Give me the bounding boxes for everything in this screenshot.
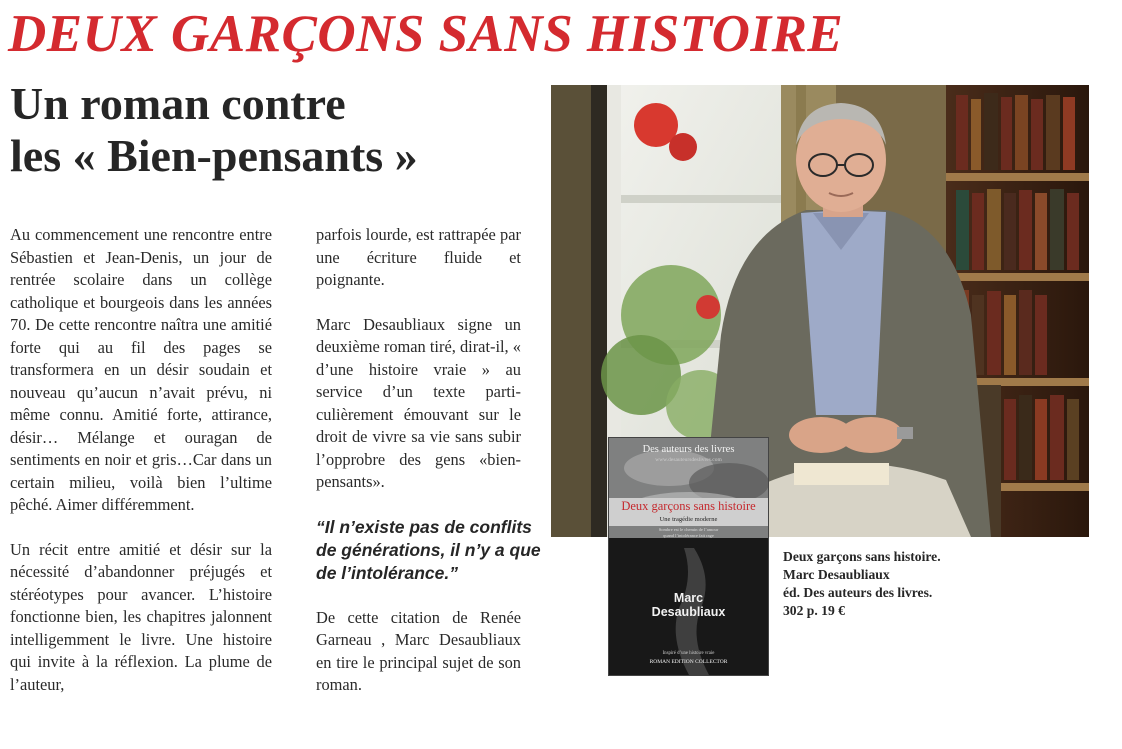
book-publisher: Des auteurs des livres — [642, 444, 735, 455]
caption-price: 302 p. 19 € — [783, 603, 845, 618]
book-blurb: Sombre est le chemin de l’amour — [658, 527, 719, 532]
book-cover-art — [609, 438, 768, 675]
paragraph: Marc Desaubliaux signe un deuxième roman tiré, dirat-il, « d’une histoire vraie » au service d’un texte particulièrement émouvant sur le droit de vivre sa vie sans subir l’opprobre des gens «bien-pensants». — [316, 314, 521, 491]
photo-caption — [783, 548, 1013, 620]
book-blurb: quand l’intolérance fait rage — [663, 533, 714, 538]
paragraph: De cette citation de Renée Garneau , Marc Desaubliaux en tire le principal sujet de son roman. — [316, 607, 521, 694]
book-inspired: Inspiré d’une histoire vraie — [662, 651, 715, 656]
book-cover — [609, 438, 768, 675]
pull-quote: “Il n’existe pas de conflits de générations, il n’y a que de l’intolérance.” — [316, 516, 541, 583]
headline-line-2: les « Bien-pensants » — [10, 130, 418, 181]
paragraph: Un récit entre amitié et désir sur la nécessité d’abandonner préjugés et stéréotypes pour avancer. L’histoire fonctionne bien, les chapitres jalonnent intelligemment le livre. Une histoire qui invite à la réflexion. La plume de l’auteur, — [10, 539, 272, 694]
article-column-1 — [10, 224, 272, 718]
caption-publisher: éd. Des auteurs des livres. — [783, 585, 933, 600]
book-author-last: Desaubliaux — [651, 605, 726, 619]
paragraph: parfois lourde, est rattrapée par une écriture fluide et poignante. — [316, 225, 521, 289]
book-title: Deux garçons sans histoire — [621, 499, 756, 513]
book-subtitle: Une tragédie moderne — [659, 516, 718, 523]
book-site: www.desauteursdeslivres.com — [655, 457, 722, 463]
caption-author: Marc Desaubliaux — [783, 567, 890, 582]
book-edition: ROMAN EDITION COLLECTOR — [649, 659, 728, 665]
book-author — [609, 591, 768, 619]
headline — [10, 78, 530, 182]
paragraph: Au commencement une rencontre entre Sébastien et Jean-Denis, un jour de rentrée scolaire dans un collège catholique et bourgeois dans les années 70. De cette rencontre naîtra une amitié forte qui au fil des pages se transformera en un désir soudain et nouveau qu’aucun n’avait prévu, ni même connu. Amitié forte, attirance, désir… Mélange et ouragan de sentiments en noir et gris…Car dans un certain milieu, voilà bien l’ultime pêché. Aimer différemment. — [10, 225, 272, 514]
headline-line-1: Un roman contre — [10, 78, 346, 129]
book-author-first: Marc — [673, 591, 704, 605]
caption-title: Deux garçons sans histoire. — [783, 549, 941, 564]
article-column-2 — [316, 224, 541, 719]
section-kicker: DEUX GARÇONS SANS HISTOIRE — [8, 5, 844, 63]
